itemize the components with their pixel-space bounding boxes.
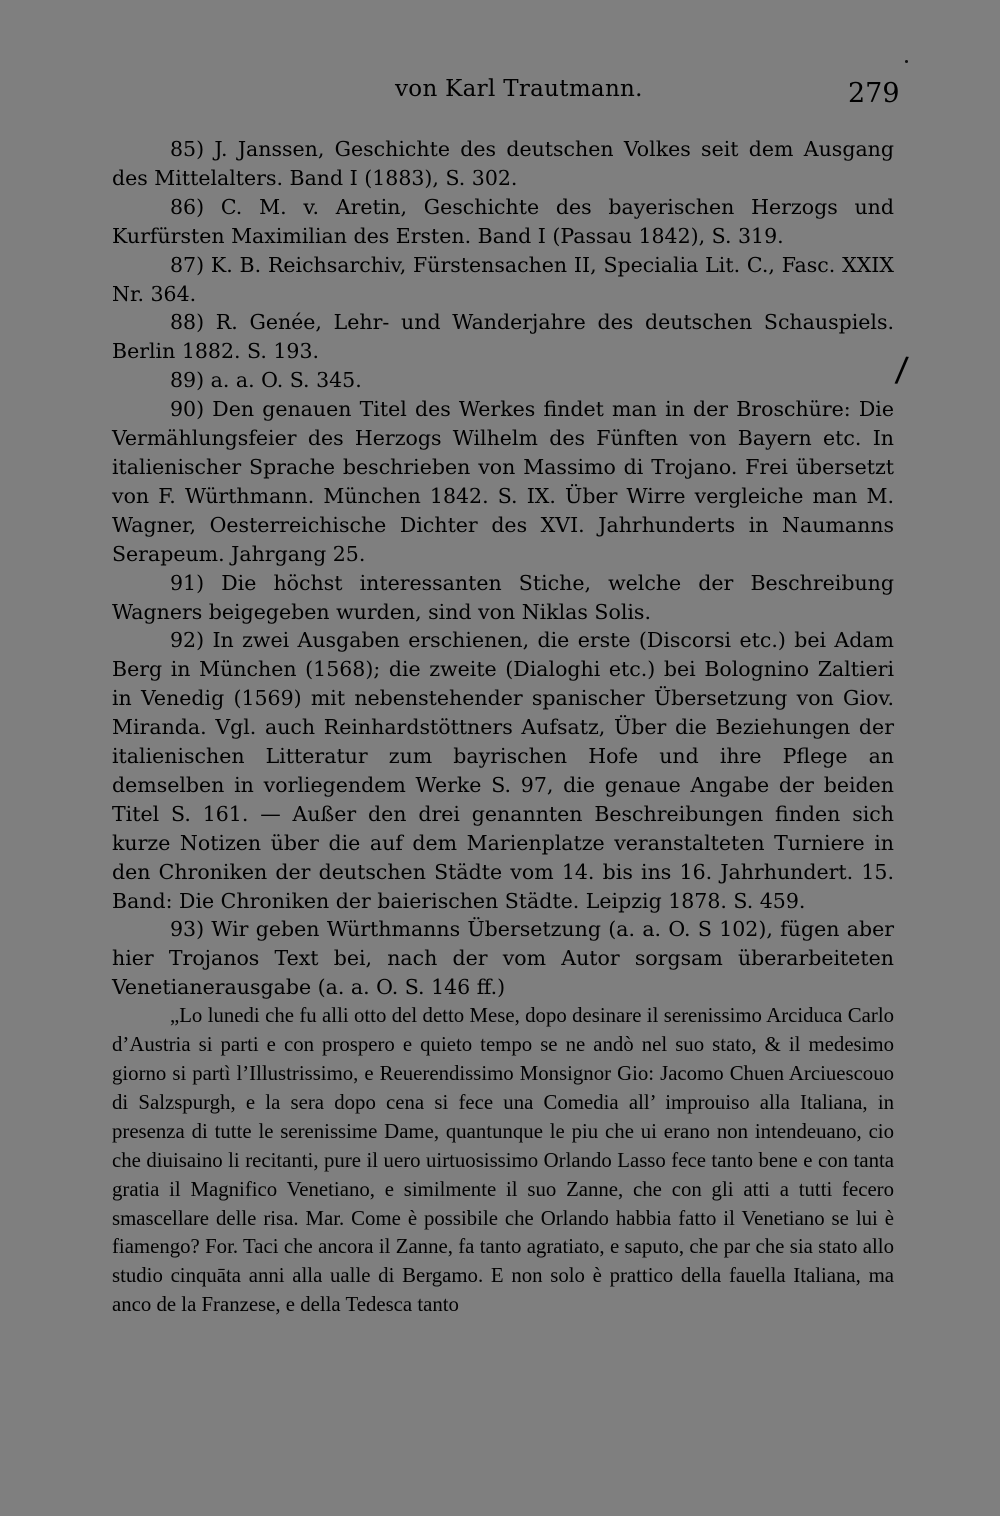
footnote-92: 92) In zwei Ausgaben erschienen, die erste (Discorsi etc.) bei Adam Berg in München (1568); die zweite (Dialoghi etc.) bei Bolognino Zaltieri in Venedig (1569) mit nebenstehender spanischer Übersetzung von Giov. Miranda. Vgl. auch Reinhardstöttners Aufsatz, Über die Beziehungen der italienischen Litteratur zum bayrischen Hofe und ihre Pflege an demselben in vorliegendem Werke S. 97, die genaue Angabe der beiden Titel S. 161. — Außer den drei genannten Beschreibungen finden sich kurze Notizen über die auf dem Marienplatze veranstalteten Turniere in den Chroniken der deutschen Städte vom 14. bis ins 16. Jahrhundert. 15. Band: Die Chroniken der baierischen Städte. Leipzig 1878. S. 459. [112,628,894,913]
page-header [0,74,1000,114]
footnote-85: 85) J. Janssen, Geschichte des deutschen Volkes seit dem Ausgang des Mittelalters. Band I (1883), S. 302. [112,137,894,190]
margin-slash-mark: / [893,349,910,391]
footnotes-body [112,135,894,1320]
footnote-89: 89) a. a. O. S. 345. [170,368,362,393]
footnote-91: 91) Die höchst interessanten Stiche, welche der Beschreibung Wagners beigegeben wurden, sind von Niklas Solis. [112,570,894,624]
italian-quotation: „Lo lunedi che fu alli otto del detto Mese, dopo desinare il serenissimo Arciduca Carlo d’Austria si parti e con prospero e quieto tempo se ne andò nel suo stato, & il medesimo giorno si partì l’Illustrissimo, e Reuerendissimo Monsignor Gio: Jacomo Chuen Arciuescouo di Salzspurgh, e la sera dopo cena si fece una Comedia all’ improuiso alla Italiana, in presenza di tutte le serenissime Dame, quantunque le piu che ui erano non intendeuano, cio che diuisaino li recitanti, pure il uero uirtuosissimo Orlando Lasso fece tanto bene e con tanta gratia il Magnifico Venetiano, e similmente il suo Zanne, che con gli atti a tutti fecero smascellare delle risa. Mar. Come è possibile che Orlando habbia fatto il Venetiano se lui è fiamengo? For. Taci che ancora il Zanne, fa tanto agratiato, e saputo, che par che sia stato allo studio cinquāta anni alla ualle di Bergamo. E non solo è prattico della fauella Italiana, ma anco de la Franzese, e della Tedesca tanto [112,1004,894,1317]
footnote-88: 88) R. Genée, Lehr- und Wanderjahre des deutschen Schauspiels. Berlin 1882. S. 193. [112,310,894,364]
page-number: 279 [848,78,900,109]
running-head: von Karl Trautmann. [395,76,643,102]
footnote-90: 90) Den genauen Titel des Werkes findet man in der Broschüre: Die Vermählungsfeier des Herzogs Wilhelm des Fünften von Bayern etc. In italienischer Sprache beschrieben von Massimo di Trojano. Frei übersetzt von F. Würthmann. München 1842. S. IX. Über Wirre vergleiche man M. Wagner, Oesterreichische Dichter des XVI. Jahrhunderts in Naumanns Serapeum. Jahrgang 25. [112,397,894,566]
footnote-87: 87) K. B. Reichsarchiv, Fürstensachen II, Specialia Lit. C., Fasc. XXIX Nr. 364. [112,252,894,306]
margin-dot-mark [905,60,908,63]
footnote-93: 93) Wir geben Würthmanns Übersetzung (a. a. O. S 102), fügen aber hier Trojanos Text bei, nach der vom Autor sorgsam überarbeiteten Venetianerausgabe (a. a. O. S. 146 ff.) [112,917,894,1000]
footnote-86: 86) C. M. v. Aretin, Geschichte des bayerischen Herzogs und Kurfürsten Maximilian des Ersten. Band I (Passau 1842), S. 319. [112,194,894,248]
